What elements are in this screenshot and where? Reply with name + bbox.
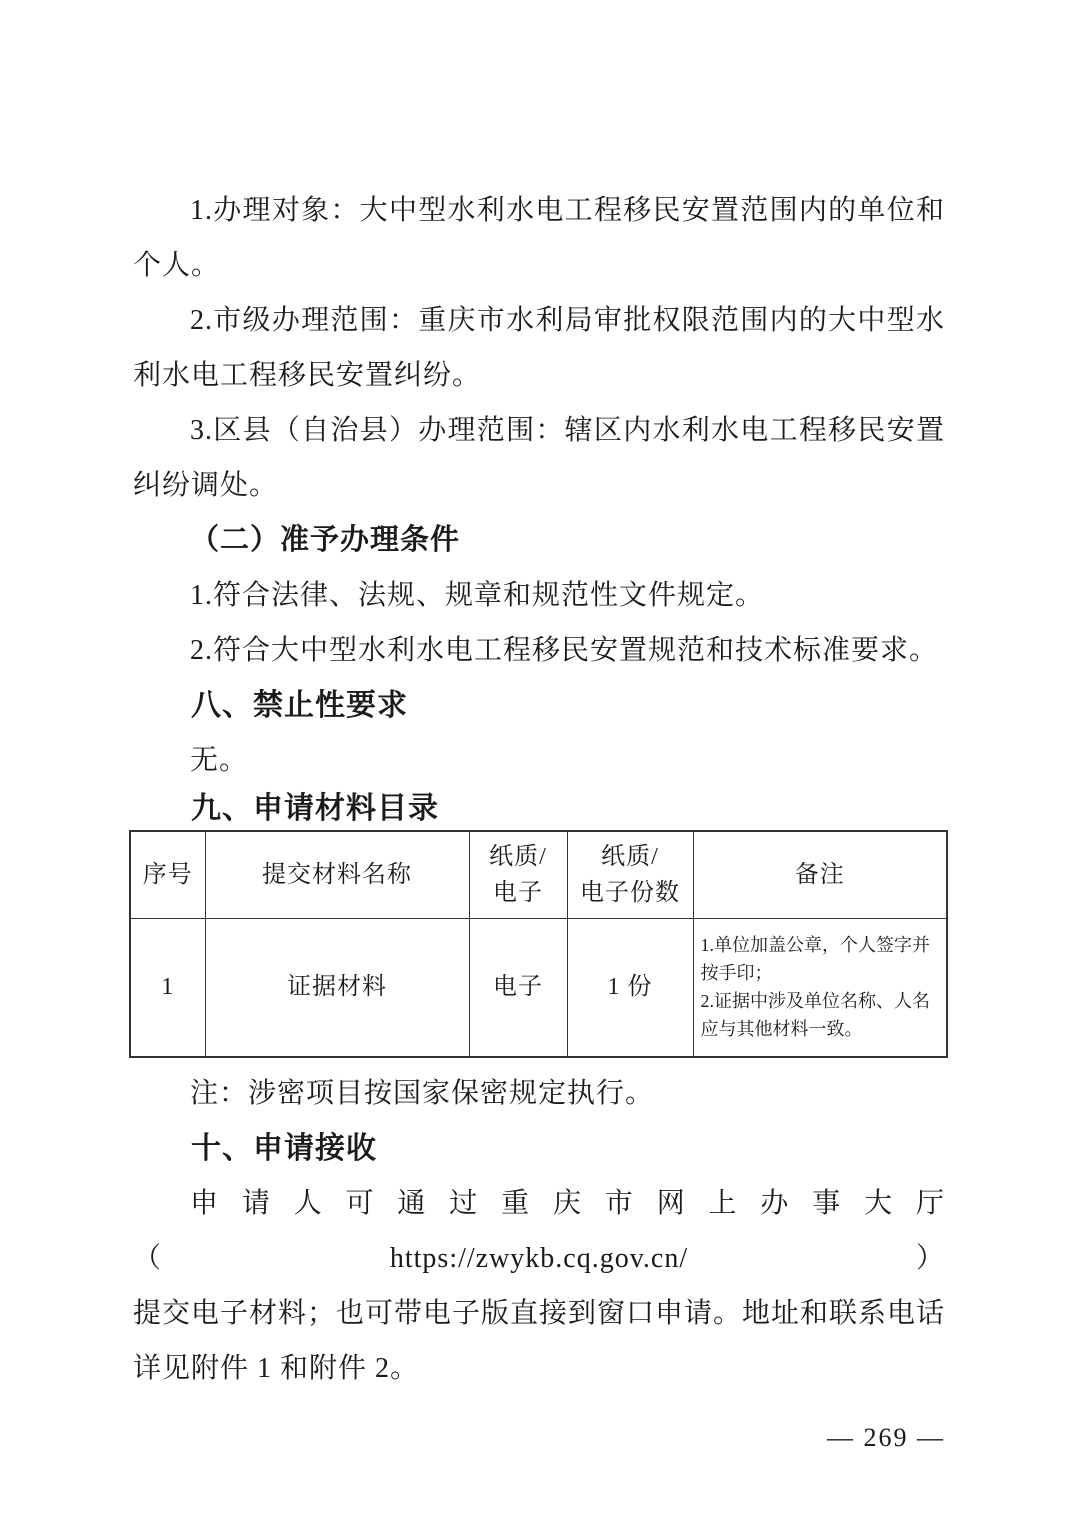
text-line: 申请人可通过重庆市网上办事大厅（https://zwykb.cq.gov.cn/） [133,1188,945,1274]
table-row [130,918,947,1057]
text-line: 无。 [190,745,249,776]
table-header-no [130,831,205,918]
remark-item: 1.单位加盖公章，个人签字并按手印； [700,935,930,984]
text-line: 详见附件 1 和附件 2。 [133,1353,420,1384]
text-line: 个人。 [133,250,221,281]
cell-no: 1 [130,918,205,1057]
header-text: 序号 [142,861,193,888]
heading-materials-list: 九、申请材料目录 [191,792,439,825]
para-city-scope [133,293,945,403]
header-text: 提交材料名称 [262,861,412,888]
cell-copies: 1 份 [567,918,693,1057]
para-condition-2 [133,623,945,678]
text-line: 利水电工程移民安置纠纷。 [133,360,482,391]
cell-material-name: 证据材料 [205,918,469,1057]
text-line: 提交电子材料；也可带电子版直接到窗口申请。地址和联系电话 [133,1298,946,1329]
text-line: 1.符合法律、法规、规章和规范性文件规定。 [190,580,765,611]
header-text: 纸质/ [601,843,659,870]
text-line: 注：涉密项目按国家保密规定执行。 [190,1078,655,1109]
text-line: 3.区县（自治县）办理范围：辖区内水利水电工程移民安置 [190,415,945,446]
para-none [133,733,945,788]
page-number: — 269 — [827,1423,945,1452]
heading-prohibitions: 八、禁止性要求 [191,689,408,722]
text-line: 1.办理对象：大中型水利水电工程移民安置范围内的单位和 [190,195,945,226]
text-line: 2.市级办理范围：重庆市水利局审批权限范围内的大中型水 [190,305,945,336]
remark-item: 2.证据中涉及单位名称、人名应与其他材料一致。 [700,991,930,1040]
header-text: 纸质/ [489,843,547,870]
materials-table [129,830,948,1058]
table-header-copies [567,831,693,918]
table-header-row [130,831,947,918]
cell-medium: 电子 [469,918,567,1057]
heading-application-receipt: 十、申请接收 [191,1132,377,1165]
table-header-medium [469,831,567,918]
para-county-scope [133,403,945,513]
para-receipt-channels [133,1176,945,1396]
para-condition-1 [133,568,945,623]
text-line: 2.符合大中型水利水电工程移民安置规范和技术标准要求。 [190,635,939,666]
table-header-remark [693,831,947,918]
header-text: 电子份数 [580,879,680,906]
table-header-material-name [205,831,469,918]
para-secrecy-note [133,1066,945,1121]
cell-remark [693,918,947,1057]
subheading-approval-conditions: （二）准予办理条件 [190,524,461,556]
para-handling-target [133,183,945,293]
header-text: 电子 [493,879,543,906]
header-text: 备注 [794,861,845,888]
text-line: 纠纷调处。 [133,470,279,501]
